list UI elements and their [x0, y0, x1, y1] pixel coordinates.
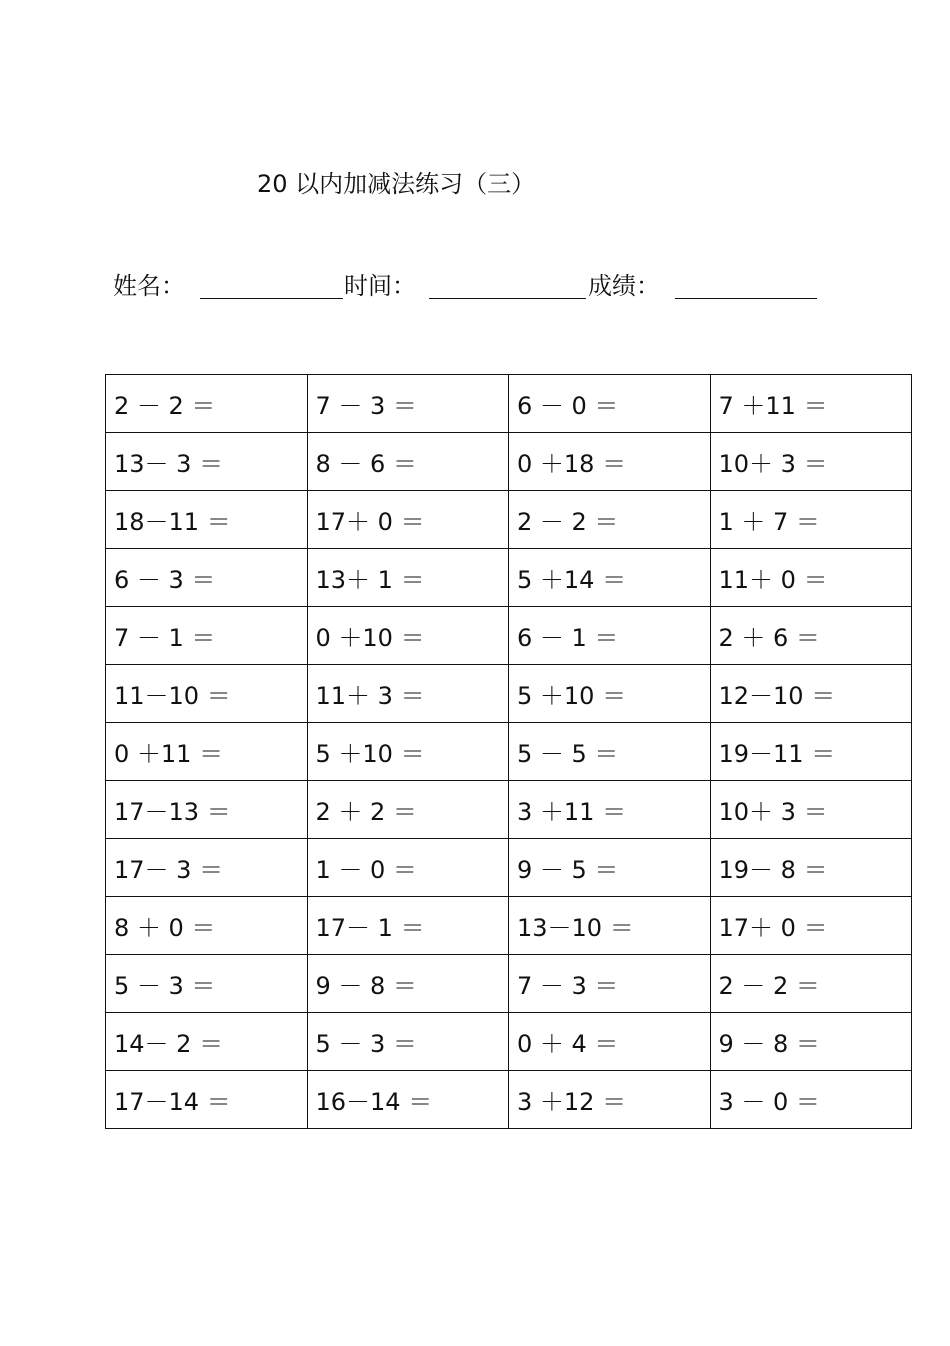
exercise-cell: 7 ＋11 ＝ [710, 375, 912, 433]
exercise-row [106, 665, 912, 723]
exercise-row [106, 723, 912, 781]
exercise-cell: 10＋ 3 ＝ [710, 433, 912, 491]
score-label: 成绩： [588, 272, 660, 300]
exercise-row [106, 375, 912, 433]
exercise-cell: 2 ＋ 6 ＝ [710, 607, 912, 665]
exercise-row [106, 955, 912, 1013]
exercise-cell: 17－14 ＝ [106, 1071, 308, 1129]
exercise-cell: 2 － 2 ＝ [106, 375, 308, 433]
score-blank[interactable] [675, 298, 817, 299]
exercise-cell: 14－ 2 ＝ [106, 1013, 308, 1071]
exercise-cell: 19－11 ＝ [710, 723, 912, 781]
exercise-cell: 2 － 2 ＝ [710, 955, 912, 1013]
exercise-cell: 17＋ 0 ＝ [710, 897, 912, 955]
exercise-cell: 0 ＋ 4 ＝ [509, 1013, 711, 1071]
exercise-cell: 12－10 ＝ [710, 665, 912, 723]
exercise-cell: 2 － 2 ＝ [509, 491, 711, 549]
exercise-cell: 17－ 3 ＝ [106, 839, 308, 897]
exercise-cell: 7 － 3 ＝ [307, 375, 509, 433]
exercise-cell: 3 ＋12 ＝ [509, 1071, 711, 1129]
exercise-cell: 7 － 3 ＝ [509, 955, 711, 1013]
name-label: 姓名： [113, 272, 185, 300]
exercise-row [106, 839, 912, 897]
exercise-cell: 5 ＋10 ＝ [509, 665, 711, 723]
exercise-cell: 1 ＋ 7 ＝ [710, 491, 912, 549]
exercise-cell: 17－ 1 ＝ [307, 897, 509, 955]
exercise-cell: 0 ＋18 ＝ [509, 433, 711, 491]
exercise-cell: 5 － 5 ＝ [509, 723, 711, 781]
exercise-cell: 19－ 8 ＝ [710, 839, 912, 897]
exercise-cell: 0 ＋11 ＝ [106, 723, 308, 781]
exercise-cell: 3 ＋11 ＝ [509, 781, 711, 839]
exercise-cell: 5 ＋14 ＝ [509, 549, 711, 607]
exercise-table [105, 374, 912, 1129]
student-info-row [0, 268, 950, 304]
exercise-cell: 13－ 3 ＝ [106, 433, 308, 491]
exercise-row [106, 491, 912, 549]
exercise-row [106, 781, 912, 839]
exercise-cell: 6 － 1 ＝ [509, 607, 711, 665]
exercise-row [106, 1071, 912, 1129]
exercise-cell: 9 － 8 ＝ [307, 955, 509, 1013]
exercise-cell: 16－14 ＝ [307, 1071, 509, 1129]
exercise-cell: 9 － 5 ＝ [509, 839, 711, 897]
exercise-cell: 5 － 3 ＝ [106, 955, 308, 1013]
exercise-cell: 1 － 0 ＝ [307, 839, 509, 897]
exercise-row [106, 1013, 912, 1071]
exercise-cell: 6 － 0 ＝ [509, 375, 711, 433]
exercise-cell: 17－13 ＝ [106, 781, 308, 839]
name-blank[interactable] [200, 298, 343, 299]
exercise-cell: 11＋ 0 ＝ [710, 549, 912, 607]
exercise-cell: 10＋ 3 ＝ [710, 781, 912, 839]
time-blank[interactable] [429, 298, 586, 299]
exercise-cell: 18－11 ＝ [106, 491, 308, 549]
exercise-cell: 11－10 ＝ [106, 665, 308, 723]
exercise-row [106, 607, 912, 665]
exercise-cell: 3 － 0 ＝ [710, 1071, 912, 1129]
time-label: 时间： [344, 272, 416, 300]
exercise-cell: 17＋ 0 ＝ [307, 491, 509, 549]
exercise-cell: 11＋ 3 ＝ [307, 665, 509, 723]
exercise-row [106, 897, 912, 955]
exercise-table-body [106, 375, 912, 1129]
exercise-cell: 9 － 8 ＝ [710, 1013, 912, 1071]
exercise-cell: 8 － 6 ＝ [307, 433, 509, 491]
exercise-row [106, 549, 912, 607]
exercise-cell: 6 － 3 ＝ [106, 549, 308, 607]
page-title: 20 以内加减法练习（三） [257, 170, 536, 198]
exercise-cell: 5 ＋10 ＝ [307, 723, 509, 781]
exercise-cell: 13＋ 1 ＝ [307, 549, 509, 607]
exercise-cell: 8 ＋ 0 ＝ [106, 897, 308, 955]
exercise-cell: 2 ＋ 2 ＝ [307, 781, 509, 839]
exercise-cell: 5 － 3 ＝ [307, 1013, 509, 1071]
exercise-cell: 7 － 1 ＝ [106, 607, 308, 665]
exercise-cell: 13－10 ＝ [509, 897, 711, 955]
exercise-row [106, 433, 912, 491]
exercise-cell: 0 ＋10 ＝ [307, 607, 509, 665]
